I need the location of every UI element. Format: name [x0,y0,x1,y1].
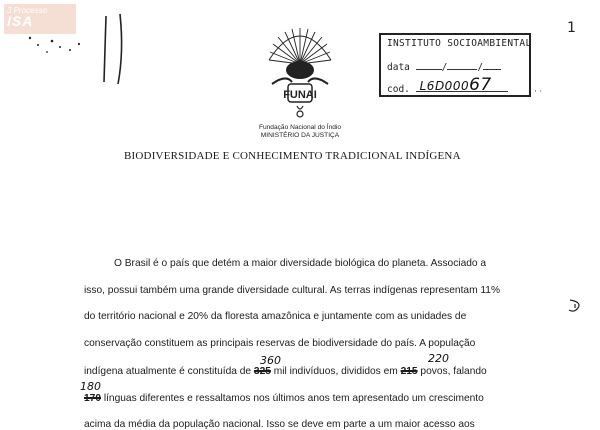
logo-text: FUNAI [283,89,317,101]
stamp-dots: · · [534,86,543,96]
struck-population: 325 [253,366,271,377]
ministry-name: MINISTÉRIO DA JUSTIÇA [260,132,340,139]
document-title: BIODIVERSIDADE E CONHECIMENTO TRADICIONAL INDÍGENA [124,150,461,162]
organization-name: Fundação Nacional do Índio [258,124,342,131]
text-line-4: conservação constituem as principais reservas de biodiversidade do país. A população [84,338,476,349]
page-number: 1 [567,20,576,36]
stamp-date-sep-2: / [477,62,484,73]
handwritten-population: 360 [260,354,281,367]
stamp-code-row [387,75,508,95]
scan-speckles [0,0,100,60]
text-line-7: acima da média da população nacional. Isso se deve em parte a um maior acesso aos [84,419,475,430]
handwritten-peoples: 220 [428,352,449,365]
organization-block [230,124,370,140]
handwritten-bracket-mark [100,12,130,92]
text-line-3: do território nacional e 20% da floresta amazônica e juntamente com as unidades de [84,311,467,322]
text-line-2: isso, possui também uma grande diversidade cultural. As terras indígenas representam 11% [84,285,501,296]
corner-stamp-line2: ISA [7,13,34,29]
text-line-5: indígena atualmente é constituída de 325 mil indivíduos, divididos em 215 povos, falando [84,366,487,377]
stamp-code-label: cod. [387,84,410,95]
margin-check-mark [566,296,586,316]
text-line-6: 170 línguas diferentes e ressaltamos nos últimos anos tem apresentado um crescimento [84,393,484,404]
stamp-date-label: data [387,62,410,73]
stamp-code-handwritten: L6D00067 [419,75,492,95]
stamp-date-row [387,61,501,73]
struck-peoples: 215 [400,366,418,377]
text-line-1: O Brasil é o país que detém a maior diversidade biológica do planeta. Associado a [114,258,487,269]
struck-languages: 170 [84,393,101,404]
stamp-date-sep-1: / [441,62,448,73]
stamp-institution: INSTITUTO SOCIOAMBIENTAL [387,38,532,49]
handwritten-languages: 180 [80,380,101,393]
corner-stamp-line1: 3 Processo [7,6,48,15]
registry-stamp [379,33,531,97]
funai-logo-icon [262,22,338,122]
